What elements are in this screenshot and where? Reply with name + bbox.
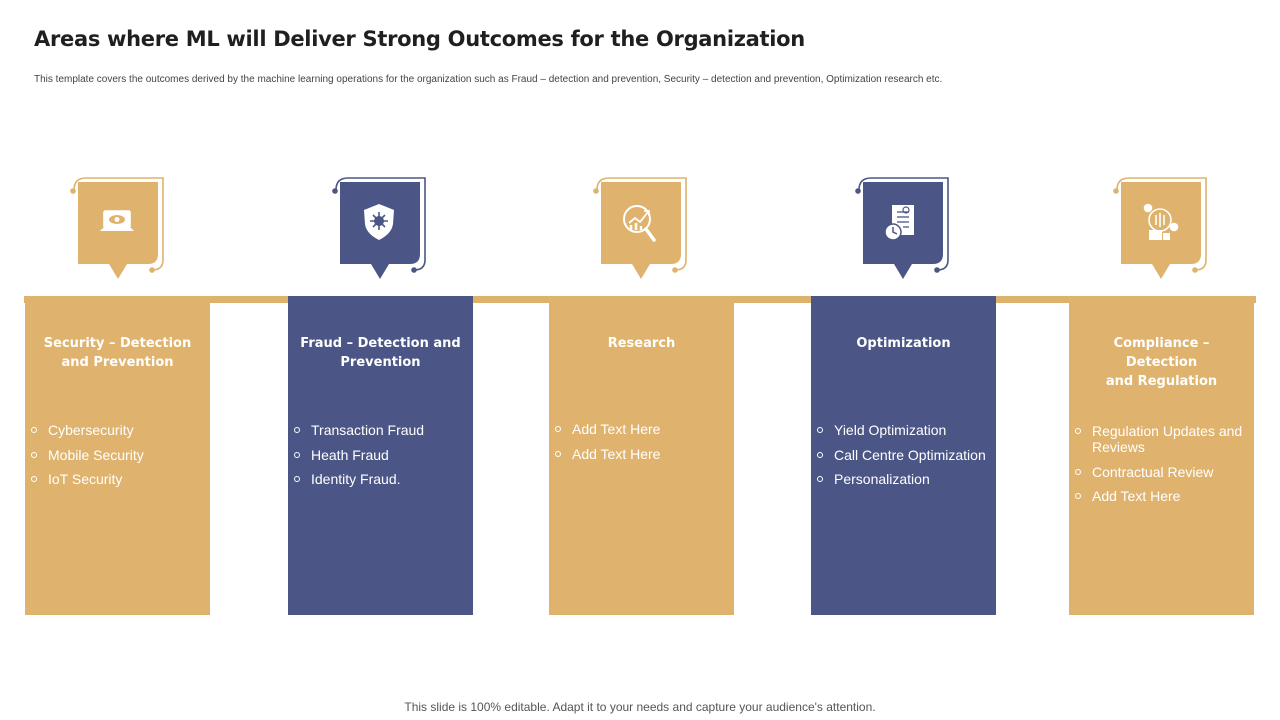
page-subtitle: This template covers the outcomes derived by the machine learning operations for the organization such as Fraud – detection and prevention, Security – detection and prevention, Optimization research etc. [34, 74, 943, 85]
outcome-column [288, 296, 473, 615]
icon-badge [591, 176, 691, 282]
page-title: Areas where ML will Deliver Strong Outcomes for the Organization [34, 27, 805, 51]
column-title-line: Fraud – Detection and [300, 336, 461, 351]
column-title-line: Optimization [856, 336, 951, 351]
list-item: Mobile Security [25, 447, 206, 463]
list-item: Cybersecurity [25, 422, 206, 438]
column-title-line: and Prevention [61, 355, 174, 370]
outcome-column [549, 296, 734, 615]
column-title [1077, 334, 1246, 391]
outcome-column [25, 296, 210, 615]
list-item: Contractual Review [1069, 464, 1250, 480]
list-item: Add Text Here [549, 446, 730, 462]
column-list [1069, 423, 1250, 513]
icon-badge [68, 176, 168, 282]
outcome-column [1069, 296, 1254, 615]
list-item: IoT Security [25, 471, 206, 487]
list-item: Heath Fraud [288, 447, 469, 463]
icon-badge [853, 176, 953, 282]
column-title-line: Compliance – [1113, 336, 1210, 351]
list-item: Yield Optimization [811, 422, 992, 438]
column-list [288, 422, 469, 496]
list-item: Transaction Fraud [288, 422, 469, 438]
icon-badge [330, 176, 430, 282]
list-item: Identity Fraud. [288, 471, 469, 487]
column-title-line: and Regulation [1105, 374, 1218, 389]
column-list [549, 421, 730, 470]
outcome-column [811, 296, 996, 615]
column-title-line: Detection [1125, 355, 1198, 370]
laptop-eye-icon [100, 211, 134, 231]
column-title [557, 334, 726, 353]
column-title [33, 334, 202, 372]
list-item: Call Centre Optimization [811, 447, 992, 463]
list-item: Add Text Here [549, 421, 730, 437]
column-title-line: Prevention [340, 355, 421, 370]
footer-note: This slide is 100% editable. Adapt it to your needs and capture your audience's attention. [404, 700, 876, 714]
list-item: Personalization [811, 471, 992, 487]
icon-badge [1111, 176, 1211, 282]
list-item: Regulation Updates and Reviews [1069, 423, 1250, 455]
column-title [819, 334, 988, 353]
column-title-line: Security – Detection [43, 336, 192, 351]
column-list [25, 422, 206, 496]
column-title-line: Research [607, 336, 676, 351]
column-title [296, 334, 465, 372]
column-list [811, 422, 992, 496]
list-item: Add Text Here [1069, 488, 1250, 504]
